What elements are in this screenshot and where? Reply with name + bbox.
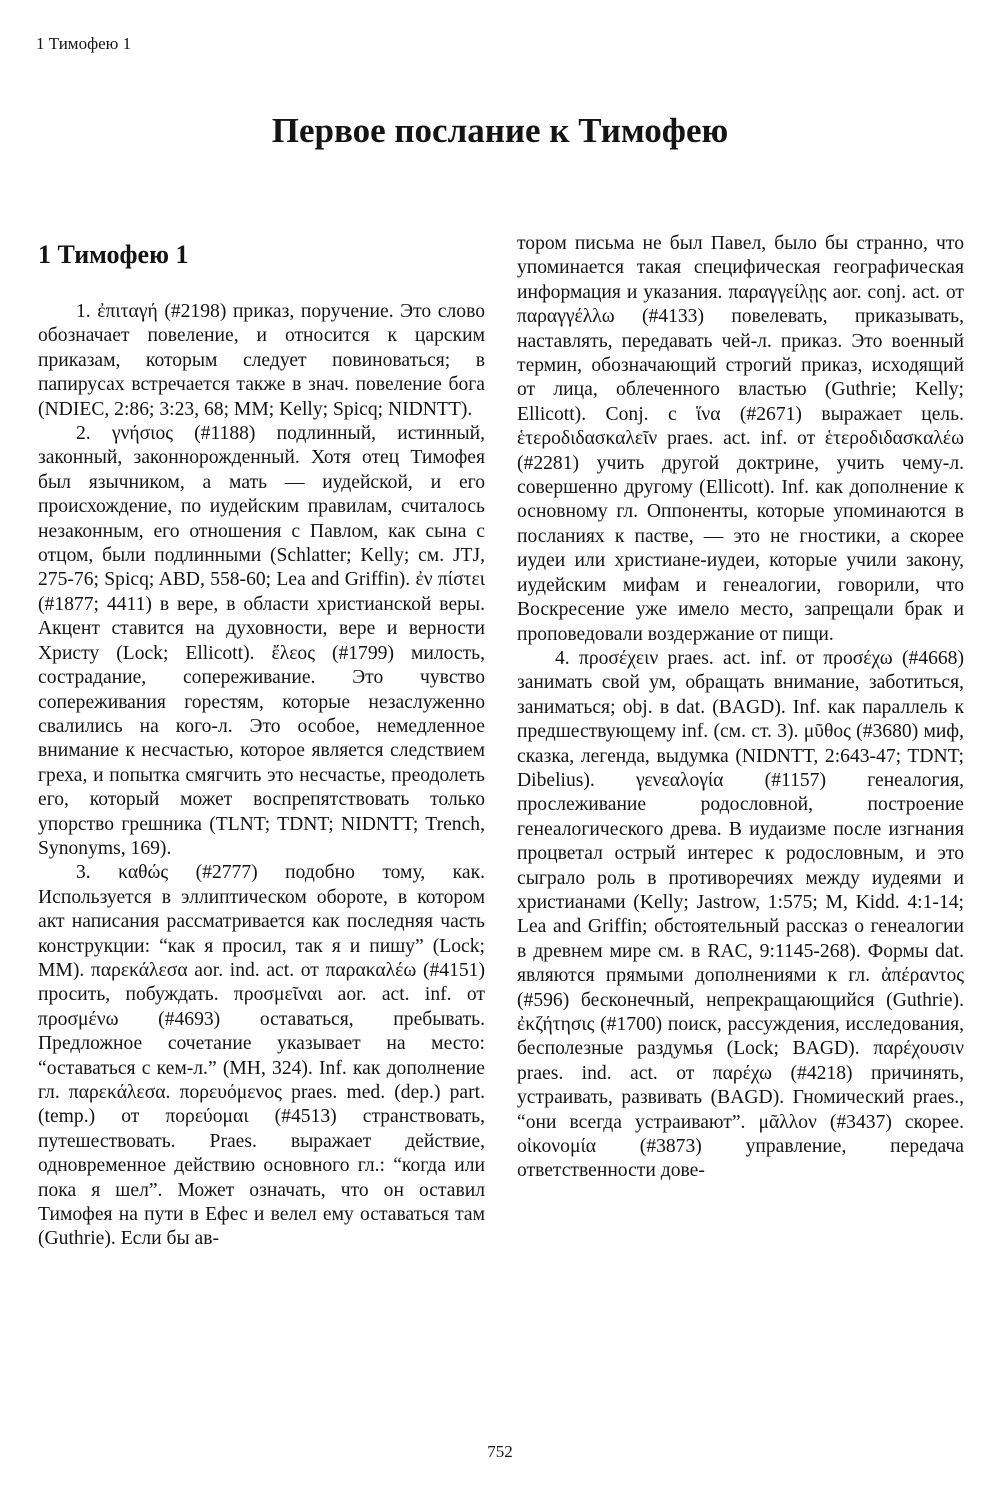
left-column xyxy=(38,232,485,1252)
page-number: 752 xyxy=(487,1442,513,1461)
running-head: 1 Тимофею 1 xyxy=(36,34,132,53)
paragraph-verse-3: 3. καθώς (#2777) подобно тому, как. Используется в эллиптическом обороте, в котором акт написания рассматривается как последняя часть конструкции: “как я просил, так я и пишу” (Lock; MM). παρεκάλεσα aor. ind. act. от παρακαλέω (#4151) просить, побуждать. προσμεῖναι aor. act. inf. от προσμένω (#4693) оставаться, пребывать. Предложное сочетание указывает на место: “оставаться с кем-л.” (MH, 324). Inf. как дополнение гл. παρεκάλεσα. πορευόμενος praes. med. (dep.) part. (temp.) от πορεύομαι (#4513) странствовать, путешествовать. Praes. выражает действие, одновременное действию основного гл.: “когда или пока я шел”. Может означать, что он оставил Тимофея на пути в Ефес и велел ему оставаться там (Guthrie). Если бы ав- xyxy=(38,862,485,1250)
paragraph-verse-4: 4. προσέχειν praes. act. inf. от προσέχω (#4668) занимать свой ум, обращать внимание, заботиться, заниматься; obj. в dat. (BAGD). Inf. как параллель к предшествующему inf. (см. ст. 3). μῦθος (#3680) миф, сказка, легенда, выдумка (NIDNTT, 2:643-47; TDNT; Dibelius). γενεαλογία (#1157) генеалогия, прослеживание родословной, построение генеалогического древа. В иудаизме после изгнания процветал острый интерес к родословным, и это сыграло роль в противоречиях между иудеями и христианами (Kelly; Jastrow, 1:575; M, Kidd. 4:1-14; Lea and Griffin; обстоятельный рассказ о генеалогии в древнем мире см. в RAC, 9:1145-268). Формы dat. являются прямыми дополнениями к гл. ἀπέραντος (#596) бесконечный, непрекращающийся (Guthrie). ἐκζήτησις (#1700) поиск, рассуждения, исследования, бесполезные раздумья (Lock; BAGD). παρέχουσιν praes. ind. act. от παρέχω (#4218) причинять, устраивать, развивать (BAGD). Гномический praes., “они всегда устраивают”. μᾶλλον (#3437) скорее. οἰκονομία (#3873) управление, передача ответственности дове- xyxy=(517,647,964,1182)
paragraph-verse-2: 2. γνήσιος (#1188) подлинный, истинный, законный, законнорожденный. Хотя отец Тимофея был язычником, а мать — иудейской, и его происхождение, по иудейским правилам, считалось незаконным, его отношения с Павлом, как сына с отцом, были подлинными (Schlatter; Kelly; см. JTJ, 275-76; Spicq; ABD, 558-60; Lea and Griffin). ἐν πίστει (#1877; 4411) в вере, в области христианской веры. Акцент ставится на духовности, вере и верности Христу (Lock; Ellicott). ἔλεος (#1799) милость, сострадание, сопереживание. Это чувство сопереживания горестям, которые незаслуженно свалились на кого-л. Это особое, немедленное внимание к несчастью, которое является следствием греха, и попытка смягчить это несчастье, преодолеть его, который может воспрепятствовать только упорство грешника (TLNT; TDNT; NIDNTT; Trench, Synonyms, 169). xyxy=(38,423,485,859)
chapter-heading: 1 Тимофею 1 xyxy=(38,240,189,269)
right-column xyxy=(517,232,964,1184)
paragraph-verse-3-continued: тором письма не был Павел, было бы странно, что упоминается такая специфическая географическая информация и указания. παραγγείλῃς aor. conj. act. от παραγγέλλω (#4133) повелевать, приказывать, наставлять, передавать чей-л. приказ. Это военный термин, обозначающий строгий приказ, исходящий от лица, облеченного властью (Guthrie; Kelly; Ellicott). Conj. с ἵνα (#2671) выражает цель. ἑτεροδιδασκαλεῖν praes. act. inf. от ἑτεροδιδασκαλέω (#2281) учить другой доктрине, учить чему-л. совершенно другому (Ellicott). Inf. как дополнение к основному гл. Оппоненты, которые упоминаются в посланиях к пастве, — это не гностики, а скорее иудеи или христиане-иудеи, которые учили закону, иудейским мифам и генеалогии, говорили, что Воскресение уже имело место, запрещали брак и проповедовали воздержание от пищи. xyxy=(517,233,964,645)
paragraph-verse-1: 1. ἐπιταγή (#2198) приказ, поручение. Это слово обозначает повеление, и относится к царским приказам, которым следует повиноваться; в папирусах встречается также в знач. повеление бога (NDIEC, 2:86; 3:23, 68; MM; Kelly; Spicq; NIDNTT). xyxy=(38,301,485,420)
page-title: Первое послание к Тимофею xyxy=(271,111,729,150)
